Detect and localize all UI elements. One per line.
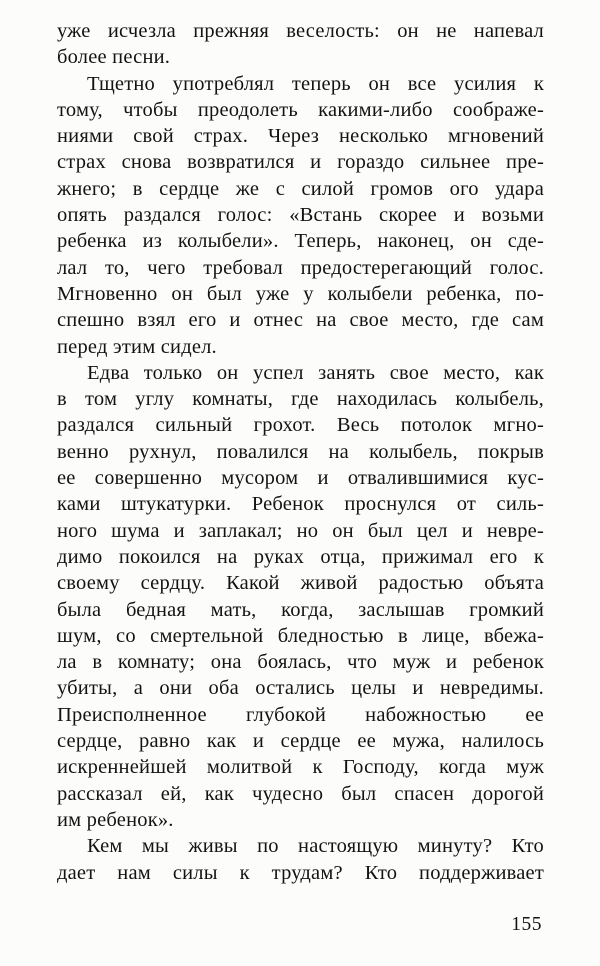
text-line: более песни.	[57, 46, 171, 69]
text-line: дает нам силы к трудам? Кто поддерживает	[57, 861, 544, 884]
text-line: опять раздался голос: «Встань скорее и возьми	[57, 204, 544, 227]
text-line: ками штукатурки. Ребенок проснулся от силь-	[57, 493, 544, 516]
text-line: ее совершенно мусором и отвалившимися кус-	[57, 467, 544, 490]
text-line: жнего; в сердце же с силой громов ого удара	[57, 177, 544, 200]
text-line: искреннейшей молитвой к Господу, когда муж	[57, 756, 544, 779]
text-line: венно рухнул, повалился на колыбель, покрыв	[57, 440, 544, 463]
page-number: 155	[511, 914, 542, 935]
text-line: убиты, а они оба остались целы и невредимы.	[57, 677, 544, 700]
text-line: лал то, чего требовал предостерегающий голос.	[57, 256, 544, 279]
paragraph	[57, 71, 544, 360]
text-line: своему сердцу. Какой живой радостью объята	[57, 572, 544, 595]
page-text	[57, 18, 544, 886]
paragraph	[57, 18, 544, 71]
text-line: Преисполненное глубокой набожностью ее	[57, 703, 544, 726]
text-line: была бедная мать, когда, заслышав громкий	[57, 598, 544, 621]
text-line: раздался сильный грохот. Весь потолок мгно-	[57, 414, 544, 437]
text-line: им ребенок».	[57, 808, 174, 831]
paragraph	[57, 833, 544, 886]
text-line: ребенка из колыбели». Теперь, наконец, он сде-	[57, 230, 544, 253]
text-line: Едва только он успел занять свое место, как	[87, 361, 544, 384]
text-line: сердце, равно как и сердце ее мужа, налилось	[57, 730, 544, 753]
text-line: Тщетно употреблял теперь он все усилия к	[87, 72, 544, 95]
text-line: Кем мы живы по настоящую минуту? Кто	[87, 835, 544, 858]
text-line: тому, чтобы преодолеть какими-либо соображе-	[57, 98, 544, 121]
text-line: уже исчезла прежняя веселость: он не напевал	[57, 20, 544, 42]
text-line: в том углу комнаты, где находилась колыбель,	[57, 388, 544, 411]
text-line: страх снова возвратился и гораздо сильнее пре-	[57, 151, 544, 174]
text-line: шум, со смертельной бледностью в лице, вбежа-	[57, 624, 544, 647]
text-line: димо покоился на руках отца, прижимал его к	[57, 545, 544, 568]
text-line: ного шума и заплакал; но он был цел и невре-	[57, 519, 544, 542]
text-line: ниями свой страх. Через несколько мгновений	[57, 125, 544, 148]
text-line: ла в комнату; она боялась, что муж и ребенок	[57, 651, 544, 674]
text-line: рассказал ей, как чудесно был спасен дорогой	[57, 782, 544, 805]
text-line: перед этим сидел.	[57, 335, 217, 358]
paragraph	[57, 360, 544, 833]
text-line: Мгновенно он был уже у колыбели ребенка, по-	[57, 282, 544, 305]
text-line: спешно взял его и отнес на свое место, где сам	[57, 309, 544, 332]
